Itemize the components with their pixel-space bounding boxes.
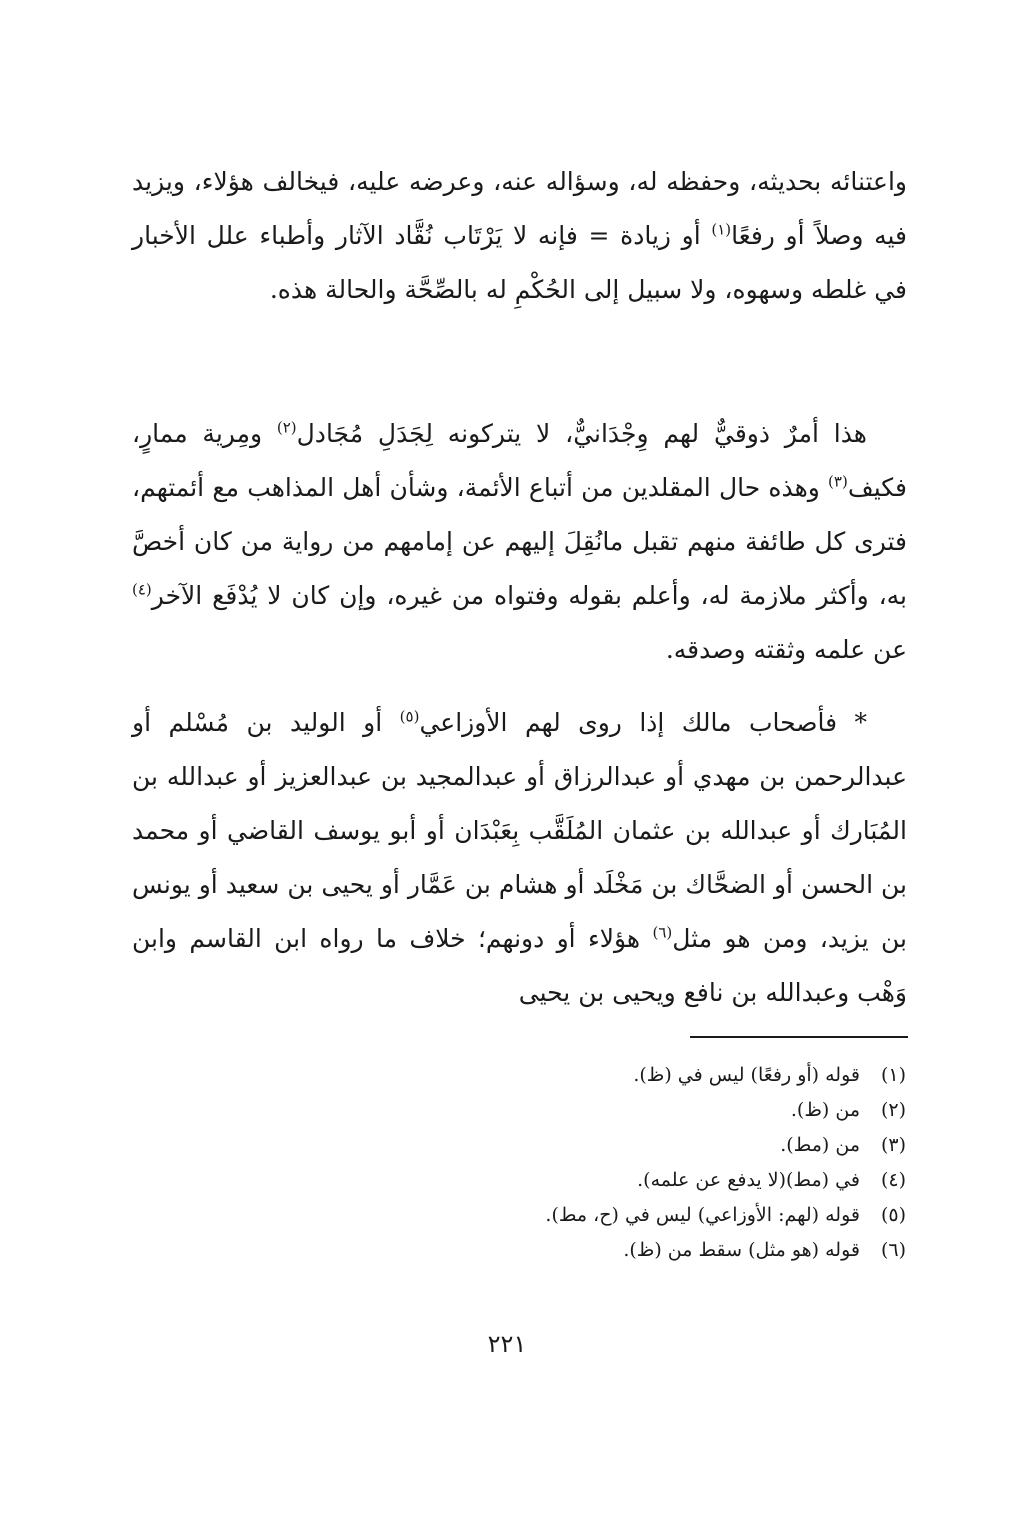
footnote-item [206, 1128, 906, 1163]
footnote-number: (٤) [880, 1169, 906, 1191]
footnote-item [206, 1093, 906, 1128]
footnote-marker-6: (٦) [652, 923, 673, 942]
footnote-marker-5: (٥) [399, 707, 420, 726]
footnote-text: قوله (هو مثل) سقط من (ظ). [623, 1239, 860, 1261]
paragraph-2-text-1: هذا أمرٌ ذوقيٌّ لهم وِجْدَانيٌّ، لا يتركونه لِجَدَلِ مُجَادل [296, 419, 867, 448]
page-number: ٢٢١ [487, 1330, 527, 1358]
footnote-item [206, 1058, 906, 1093]
footnote-number: (١) [880, 1064, 906, 1086]
footnote-text: من (ظ). [790, 1099, 860, 1121]
paragraph-2-text-3: وهذه حال المقلدين من أتباع الأئمة، وشأن أهل المذاهب مع أئمتهم، فترى كل طائفة منهم تقبل مانُقِلَ إليهم عن إمامهم من رواية من كان أخصَّ به، وأكثر ملازمة له، وأعلم بقوله وفتواه من غيره، وإن كان لا يُدْفَع الآخر [132, 473, 907, 610]
footnote-number: (٦) [880, 1239, 906, 1261]
paragraph-3-text-3: هؤلاء أو دونهم؛ خلاف ما رواه ابن القاسم وابن وَهْب وعبدالله بن نافع ويحيى بن يحيى [132, 924, 907, 1007]
footnote-text: قوله (أو رفعًا) ليس في (ظ). [633, 1064, 860, 1086]
paragraph-1 [132, 155, 907, 317]
footnote-text: من (مط). [780, 1134, 860, 1156]
paragraph-1-text-2: أو زيادة = فإنه لا يَرْتَاب نُقَّاد الآثار وأطباء علل الأخبار في غلطه وسهوه، ولا سبيل إلى الحُكْمِ له بالصِّحَّة والحالة هذه. [132, 221, 907, 304]
paragraph-3-text-2: أو الوليد بن مُسْلم أو عبدالرحمن بن مهدي أو عبدالرزاق أو عبدالمجيد بن عبدالعزيز أو عبدالله بن المُبَارك أو عبدالله بن عثمان المُلَقَّب بِعَبْدَان أو أبو يوسف القاضي أو محمد بن الحسن أو الضحَّاك بن مَخْلَد أو هشام بن عَمَّار أو يحيى بن سعيد أو يونس بن يزيد، ومن هو مثل [132, 708, 908, 953]
paragraph-3 [132, 696, 907, 1020]
footnote-marker-1: (١) [711, 220, 732, 239]
footnote-item [206, 1198, 906, 1233]
paragraph-2-text-2: ومِرية ممارٍ، فكيف [132, 419, 907, 502]
footnote-item [206, 1163, 906, 1198]
paragraph-3-text-1: * فأصحاب مالك إذا روى لهم الأوزاعي [419, 708, 867, 737]
footnote-number: (٢) [880, 1099, 906, 1121]
footnote-separator-rule [690, 1036, 908, 1038]
footnote-marker-3: (٣) [828, 472, 848, 491]
paragraph-2 [132, 407, 907, 677]
footnote-item [206, 1233, 906, 1268]
footnotes-list [206, 1058, 906, 1268]
paragraph-1-text-1: واعتنائه بحديثه، وحفظه له، وسؤاله عنه، وعرضه عليه، فيخالف هؤلاء، ويزيد فيه وصلاً أو رفعًا [132, 167, 907, 250]
footnote-marker-2: (٢) [276, 418, 297, 437]
footnote-marker-4: (٤) [132, 580, 152, 599]
footnote-text: قوله (لهم: الأوزاعي) ليس في (ح، مط). [545, 1204, 860, 1226]
footnote-text: في (مط)(لا يدفع عن علمه). [637, 1169, 860, 1191]
footnote-number: (٥) [880, 1204, 906, 1226]
footnote-number: (٣) [880, 1134, 906, 1156]
paragraph-2-text-4: عن علمه وثقته وصدقه. [665, 635, 907, 664]
